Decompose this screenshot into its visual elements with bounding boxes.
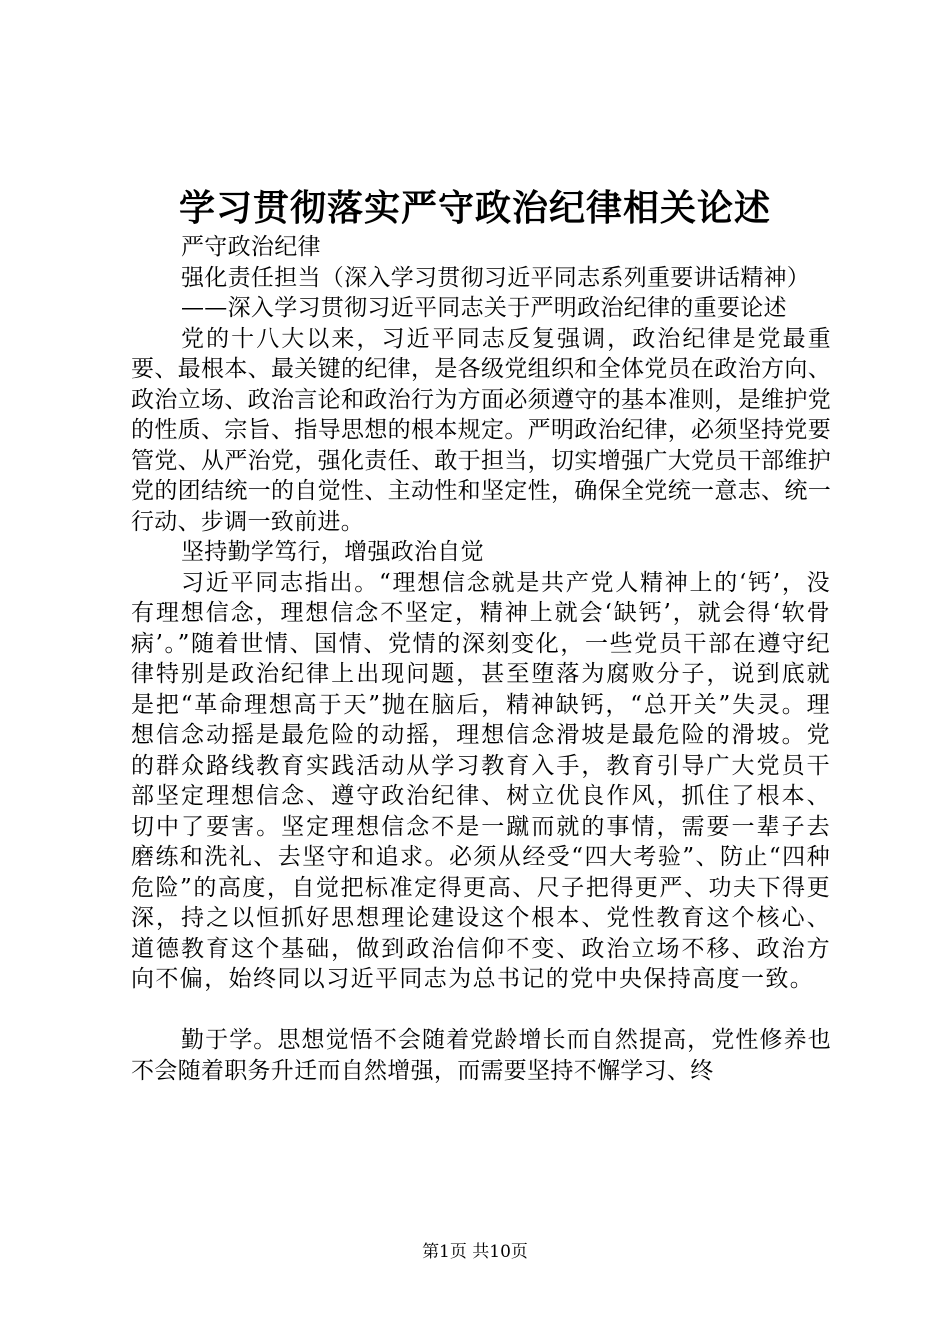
paragraph-heading-discipline: 严守政治纪律: [181, 234, 321, 260]
document-body: [131, 232, 831, 1086]
paragraph-spacer: [131, 995, 831, 1026]
document-title: 学习贯彻落实严守政治纪律相关论述: [178, 187, 771, 229]
paragraph-subtitle: 强化责任担当（深入学习贯彻习近平同志系列重要讲话精神）: [181, 264, 811, 291]
paragraph-section-heading: 坚持勤学笃行，增强政治自觉: [181, 539, 484, 565]
paragraph-diligent-study: 勤于学。思想觉悟不会随着党龄增长而自然提高，党性修养也不会随着职务升迁而自然增强，而需要坚持不懈学习、终: [131, 1027, 831, 1084]
page-number-footer: 第1页 共10页: [422, 1242, 528, 1262]
paragraph-ideals: 习近平同志指出。“理想信念就是共产党人精神上的‘钙’，没有理想信念，理想信念不坚定，精神上就会‘缺钙’，就会得‘软骨病’。”随着世情、国情、党情的深刻变化，一些党员干部在遵守纪律特别是政治纪律上出现问题，甚至堕落为腐败分子，说到底就是把“革命理想高于天”抛在脑后，精神缺钙，“总开关”失灵。理想信念动摇是最危险的动摇，理想信念滑坡是最危险的滑坡。党的群众路线教育实践活动从学习教育入手，教育引导广大党员干部坚定理想信念、遵守政治纪律、树立优良作风，抓住了根本、切中了要害。坚定理想信念不是一蹴而就的事情，需要一辈子去磨练和洗礼、去坚守和追求。必须从经受“四大考验”、防止“四种危险”的高度，自觉把标准定得更高、尺子把得更严、功夫下得更深，持之以恒抓好思想理论建设这个根本、党性教育这个核心、道德教育这个基础，做到政治信仰不变、政治立场不移、政治方向不偏，始终同以习近平同志为总书记的党中央保持高度一致。: [131, 569, 831, 992]
paragraph-subtitle-dash: ——深入学习贯彻习近平同志关于严明政治纪律的重要论述: [181, 295, 787, 321]
paragraph-intro: 党的十八大以来，习近平同志反复强调，政治纪律是党最重要、最根本、最关键的纪律，是各级党组织和全体党员在政治方向、政治立场、政治言论和政治行为方面必须遵守的基本准则，是维护党的性质、宗旨、指导思想的根本规定。严明政治纪律，必须坚持党要管党、从严治党，强化责任、敢于担当，切实增强广大党员干部维护党的团结统一的自觉性、主动性和坚定性，确保全党统一意志、统一行动、步调一致前进。: [131, 325, 831, 535]
